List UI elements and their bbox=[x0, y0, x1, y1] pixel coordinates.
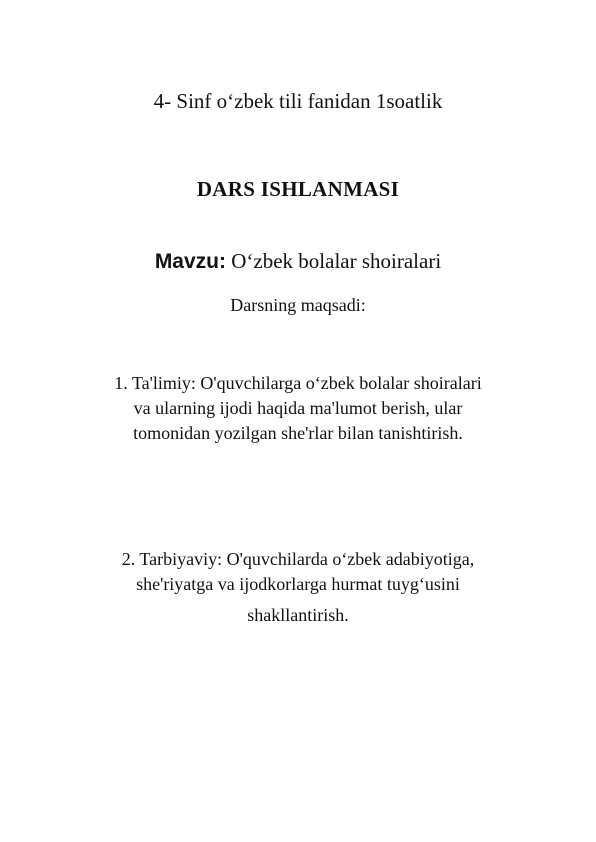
header-line: 4- Sinf o‘zbek tili fanidan 1soatlik bbox=[153, 89, 443, 113]
goal-item-upbringing bbox=[60, 547, 536, 628]
goal-text-line: 1. Ta'limiy: O'quvchilarga o‘zbek bolalar shoiralari bbox=[114, 373, 482, 393]
goal-text-line: tomonidan yozilgan she'rlar bilan tanishtirish. bbox=[133, 423, 463, 443]
goal-text-line: she'riyatga va ijodkorlarga hurmat tuyg‘usini bbox=[136, 574, 460, 594]
goals-heading: Darsning maqsadi: bbox=[230, 295, 366, 315]
goal-item-educational bbox=[60, 371, 536, 446]
topic-value: O‘zbek bolalar shoiralari bbox=[226, 249, 442, 273]
goal-text-line: 2. Tarbiyaviy: O'quvchilarda o‘zbek adabiyotiga, bbox=[121, 549, 475, 569]
topic-line bbox=[0, 249, 596, 274]
topic-label: Mavzu: bbox=[154, 250, 226, 273]
goal-text-line: va ularning ijodi haqida ma'lumot berish, ular bbox=[133, 398, 463, 418]
goal-text-line: shakllantirish. bbox=[247, 605, 349, 625]
document-title: DARS ISHLANMASI bbox=[196, 177, 400, 201]
